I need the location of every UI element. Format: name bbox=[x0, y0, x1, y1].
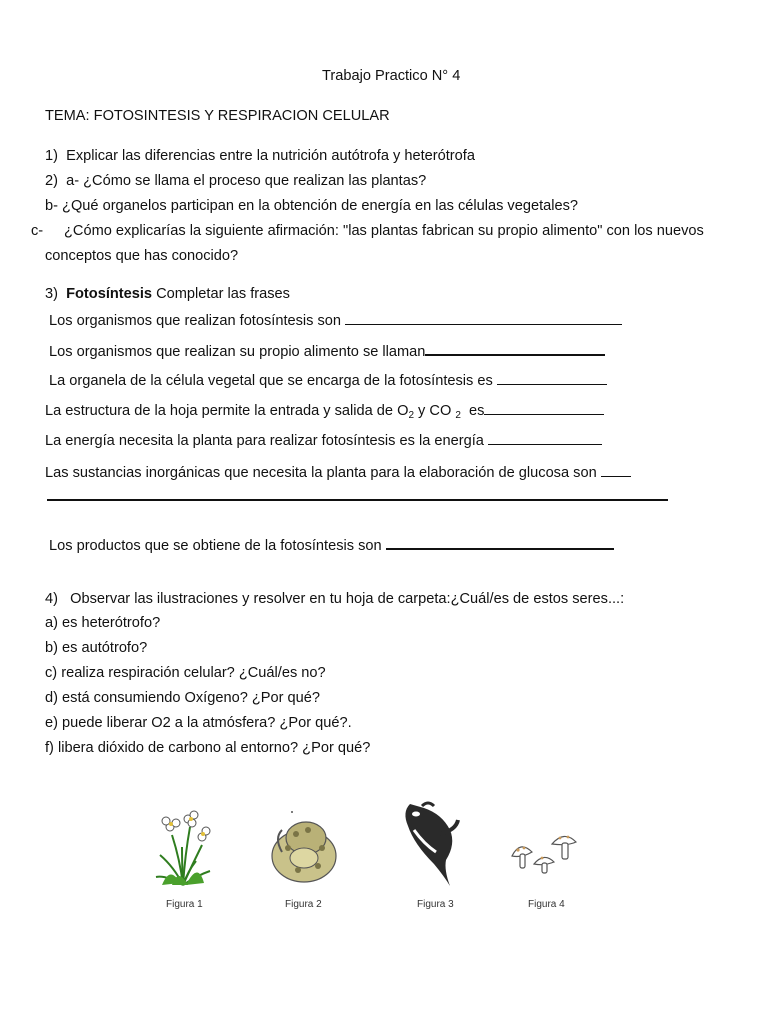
sentence-text: Los productos que se obtiene de la fotosíntesis son bbox=[49, 538, 382, 554]
figure-caption: Figura 3 bbox=[417, 899, 454, 910]
question-number: 1) bbox=[45, 148, 58, 164]
sentence-text: Las sustancias inorgánicas que necesita la planta para la elaboración de glucosa son bbox=[45, 465, 597, 481]
question-4-heading bbox=[45, 590, 624, 608]
topic-heading: TEMA: FOTOSINTESIS Y RESPIRACION CELULAR bbox=[45, 108, 390, 124]
answer-blank[interactable] bbox=[488, 430, 602, 445]
answer-blank[interactable] bbox=[425, 340, 605, 356]
question-2c-line2: conceptos que has conocido? bbox=[45, 248, 239, 264]
snake-icon bbox=[268, 808, 342, 890]
list-item: d) está consumiendo Oxígeno? ¿Por qué? bbox=[45, 690, 321, 706]
sentence-text: La organela de la célula vegetal que se encarga de la fotosíntesis es bbox=[49, 373, 493, 389]
sentence-7 bbox=[49, 534, 614, 555]
subscript: 2 bbox=[455, 410, 461, 421]
list-item: f) libera dióxido de carbono al entorno? ¿Por qué? bbox=[45, 740, 371, 756]
list-item: b) es autótrofo? bbox=[45, 640, 148, 656]
sentence-text: La estructura de la hoja permite la entrada y salida de O bbox=[45, 403, 409, 419]
answer-line[interactable] bbox=[47, 499, 668, 501]
sentence-6 bbox=[45, 462, 631, 482]
subscript: 2 bbox=[408, 410, 414, 421]
sentence-text: Los organismos que realizan fotosíntesis son bbox=[49, 313, 342, 329]
question-2c-line1: ¿Cómo explicarías la siguiente afirmación: "las plantas fabrican su propio alimento" con los nuevos bbox=[64, 223, 704, 239]
question-number: 2) bbox=[45, 173, 58, 189]
question-text: a- ¿Cómo se llama el proceso que realizan las plantas? bbox=[66, 173, 427, 189]
sentence-text: La energía necesita la planta para realizar fotosíntesis es la energía bbox=[45, 433, 484, 449]
list-item: a) es heterótrofo? bbox=[45, 615, 161, 631]
question-number: 3) bbox=[45, 286, 58, 302]
document-title: Trabajo Practico N° 4 bbox=[322, 68, 461, 84]
sentence-text: y CO bbox=[414, 403, 452, 419]
figure-caption: Figura 4 bbox=[528, 899, 565, 910]
sentence-2 bbox=[49, 340, 605, 361]
sentence-1 bbox=[49, 310, 622, 330]
mushrooms-icon bbox=[508, 830, 580, 878]
sentence-text: Los organismos que realizan su propio alimento se llaman bbox=[49, 344, 426, 360]
question-3-instruction: Completar las frases bbox=[156, 286, 290, 302]
orca-icon bbox=[400, 800, 460, 892]
answer-blank[interactable] bbox=[601, 462, 631, 477]
question-text: Explicar las diferencias entre la nutrición autótrofa y heterótrofa bbox=[66, 148, 475, 164]
question-text: Observar las ilustraciones y resolver en tu hoja de carpeta:¿Cuál/es de estos seres...: bbox=[70, 591, 625, 607]
question-3-bold-term: Fotosíntesis bbox=[66, 286, 153, 302]
answer-blank[interactable] bbox=[345, 310, 622, 325]
answer-blank[interactable] bbox=[497, 370, 607, 385]
question-number: 4) bbox=[45, 591, 58, 607]
answer-blank[interactable] bbox=[386, 534, 614, 550]
question-2b: b- ¿Qué organelos participan en la obtención de energía en las células vegetales? bbox=[45, 198, 579, 214]
answer-blank[interactable] bbox=[484, 400, 604, 415]
figure-caption: Figura 2 bbox=[285, 899, 322, 910]
sentence-4 bbox=[45, 400, 604, 425]
question-2c-label: c- bbox=[31, 223, 44, 239]
sentence-5 bbox=[45, 430, 602, 450]
list-item: c) realiza respiración celular? ¿Cuál/es no? bbox=[45, 665, 326, 681]
figure-caption: Figura 1 bbox=[166, 899, 203, 910]
question-1 bbox=[45, 147, 475, 165]
list-item: e) puede liberar O2 a la atmósfera? ¿Por qué?. bbox=[45, 715, 352, 731]
sentence-text: es bbox=[464, 403, 485, 419]
question-2a bbox=[45, 172, 426, 190]
question-3-heading bbox=[45, 285, 290, 303]
plant-with-flowers-icon bbox=[152, 805, 214, 891]
sentence-3 bbox=[49, 370, 607, 390]
